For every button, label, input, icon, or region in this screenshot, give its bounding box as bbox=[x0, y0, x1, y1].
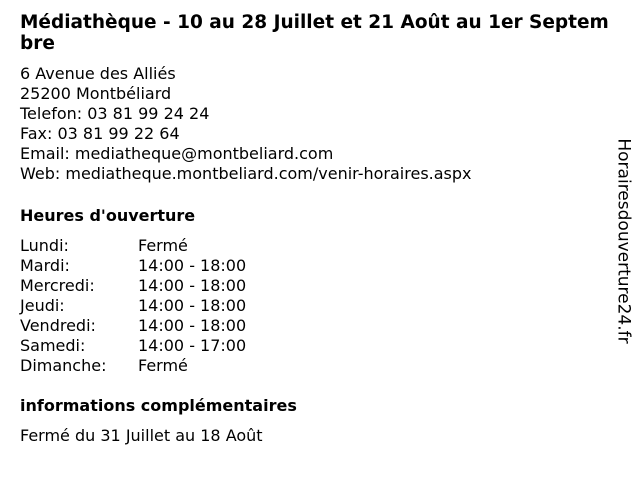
hours-day: Jeudi: bbox=[20, 296, 65, 315]
hours-row-vendredi bbox=[20, 316, 620, 336]
hours-day: Mercredi: bbox=[20, 276, 95, 295]
hours-time: 14:00 - 18:00 bbox=[138, 276, 247, 295]
site-watermark bbox=[612, 136, 636, 346]
hours-day: Vendredi: bbox=[20, 316, 96, 335]
hours-time: Fermé bbox=[138, 236, 188, 255]
hours-row-lundi bbox=[20, 236, 620, 256]
opening-hours-table bbox=[20, 236, 620, 376]
additional-info-heading: informations complémentaires bbox=[20, 396, 297, 415]
hours-row-jeudi bbox=[20, 296, 620, 316]
hours-row-mercredi bbox=[20, 276, 620, 296]
hours-time: 14:00 - 18:00 bbox=[138, 256, 247, 275]
hours-day: Lundi: bbox=[20, 236, 69, 255]
street-address: 6 Avenue des Alliés bbox=[20, 64, 176, 83]
hours-row-samedi bbox=[20, 336, 620, 356]
additional-info-text: Fermé du 31 Juillet au 18 Août bbox=[20, 426, 263, 445]
hours-time: Fermé bbox=[138, 356, 188, 375]
page-title: Médiathèque - 10 au 28 Juillet et 21 Août au 1er Septembre bbox=[20, 12, 609, 54]
page-content bbox=[20, 12, 620, 446]
city-address: 25200 Montbéliard bbox=[20, 84, 172, 103]
fax-number: Fax: 03 81 99 22 64 bbox=[20, 124, 180, 143]
hours-time: 14:00 - 17:00 bbox=[138, 336, 247, 355]
hours-day: Samedi: bbox=[20, 336, 86, 355]
email-address: Email: mediatheque@montbeliard.com bbox=[20, 144, 334, 163]
hours-row-mardi bbox=[20, 256, 620, 276]
phone-number: Telefon: 03 81 99 24 24 bbox=[20, 104, 210, 123]
hours-day: Mardi: bbox=[20, 256, 70, 275]
hours-time: 14:00 - 18:00 bbox=[138, 296, 247, 315]
website-address: Web: mediatheque.montbeliard.com/venir-horaires.aspx bbox=[20, 164, 472, 183]
hours-time: 14:00 - 18:00 bbox=[138, 316, 247, 335]
watermark-text: Horairesdouverture24.fr bbox=[614, 138, 634, 344]
opening-hours-heading: Heures d'ouverture bbox=[20, 206, 196, 225]
hours-day: Dimanche: bbox=[20, 356, 107, 375]
hours-row-dimanche bbox=[20, 356, 620, 376]
address-block bbox=[20, 64, 620, 184]
